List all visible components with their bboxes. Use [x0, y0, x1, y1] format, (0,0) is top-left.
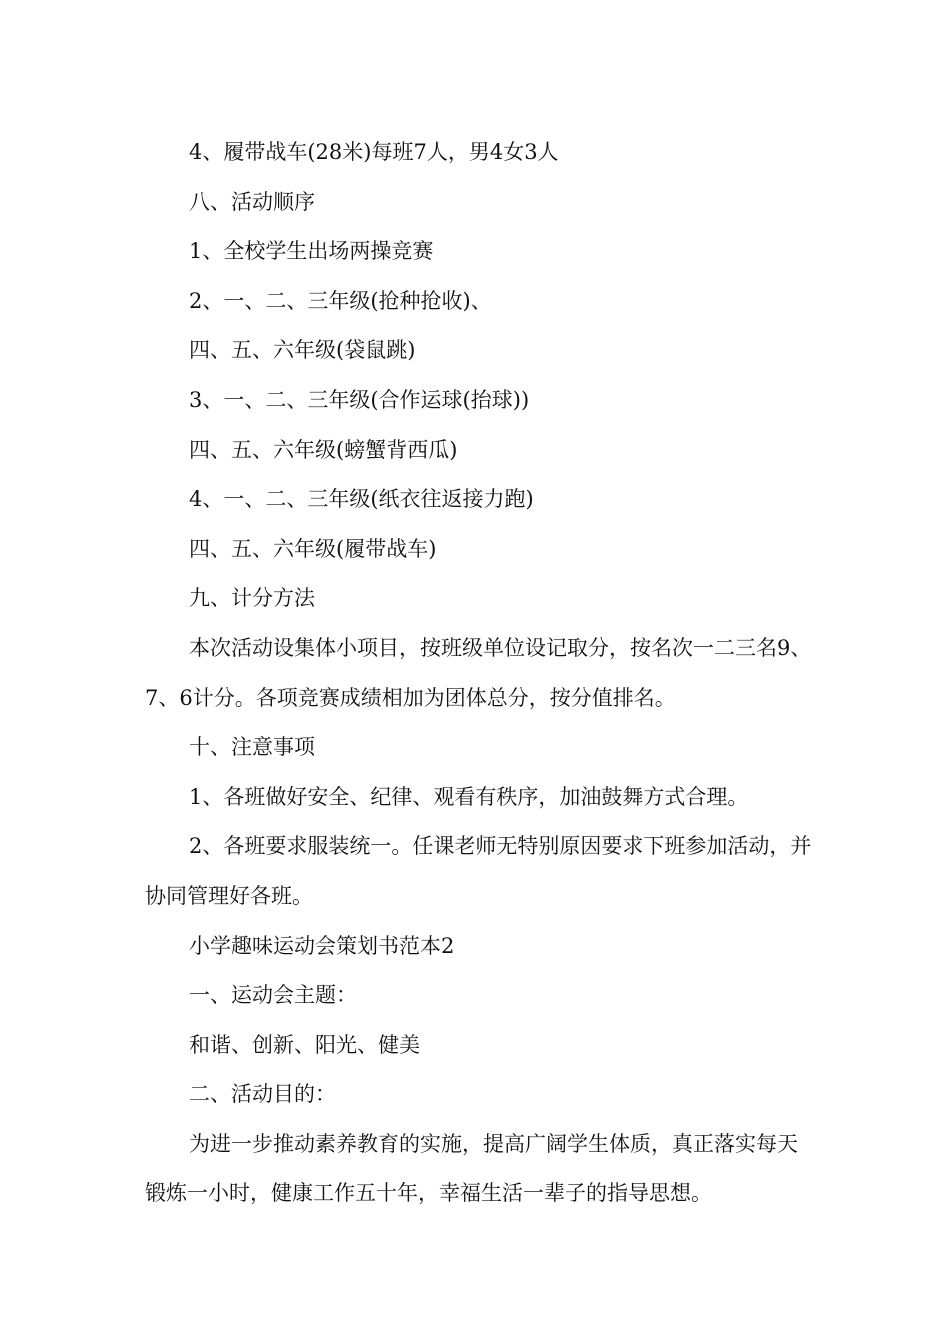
paragraph-2: 八、活动顺序 — [189, 189, 315, 214]
paragraph-10: 九、计分方法 — [189, 586, 315, 611]
paragraph-8: 4、一、二、三年级(纸衣往返接力跑) — [189, 487, 534, 512]
paragraph-18: 二、活动目的： — [189, 1082, 336, 1107]
paragraph-19: 为进一步推动素养教育的实施，提高广阔学生体质，真正落实每天锻炼一小时，健康工作五十年，幸福生活一辈子的指导思想。 — [145, 1131, 798, 1206]
paragraph-13: 1、各班做好安全、纪律、观看有秩序，加油鼓舞方式合理。 — [189, 784, 749, 809]
paragraph-11: 本次活动设集体小项目，按班级单位设记取分，按名次一二三名9、7、6计分。各项竞赛成绩相加为团体总分，按分值排名。 — [145, 635, 812, 710]
paragraph-5: 四、五、六年级(袋鼠跳) — [189, 338, 416, 363]
paragraph-15: 小学趣味运动会策划书范本2 — [189, 933, 455, 958]
paragraph-4: 2、一、二、三年级(抢种抢收)、 — [189, 288, 492, 313]
paragraph-3: 1、全校学生出场两操竞赛 — [189, 239, 434, 264]
document-body — [145, 128, 815, 1219]
paragraph-17: 和谐、创新、阳光、健美 — [189, 1032, 420, 1057]
paragraph-7: 四、五、六年级(螃蟹背西瓜) — [189, 437, 458, 462]
paragraph-14: 2、各班要求服装统一。任课老师无特别原因要求下班参加活动，并协同管理好各班。 — [145, 834, 812, 908]
paragraph-9: 四、五、六年级(履带战车) — [189, 536, 437, 561]
paragraph-16: 一、运动会主题： — [189, 983, 357, 1008]
paragraph-6: 3、一、二、三年级(合作运球(抬球)) — [189, 387, 530, 412]
paragraph-12: 十、注意事项 — [189, 735, 315, 760]
paragraph-1: 4、履带战车(28米)每班7人，男4女3人 — [189, 140, 559, 164]
